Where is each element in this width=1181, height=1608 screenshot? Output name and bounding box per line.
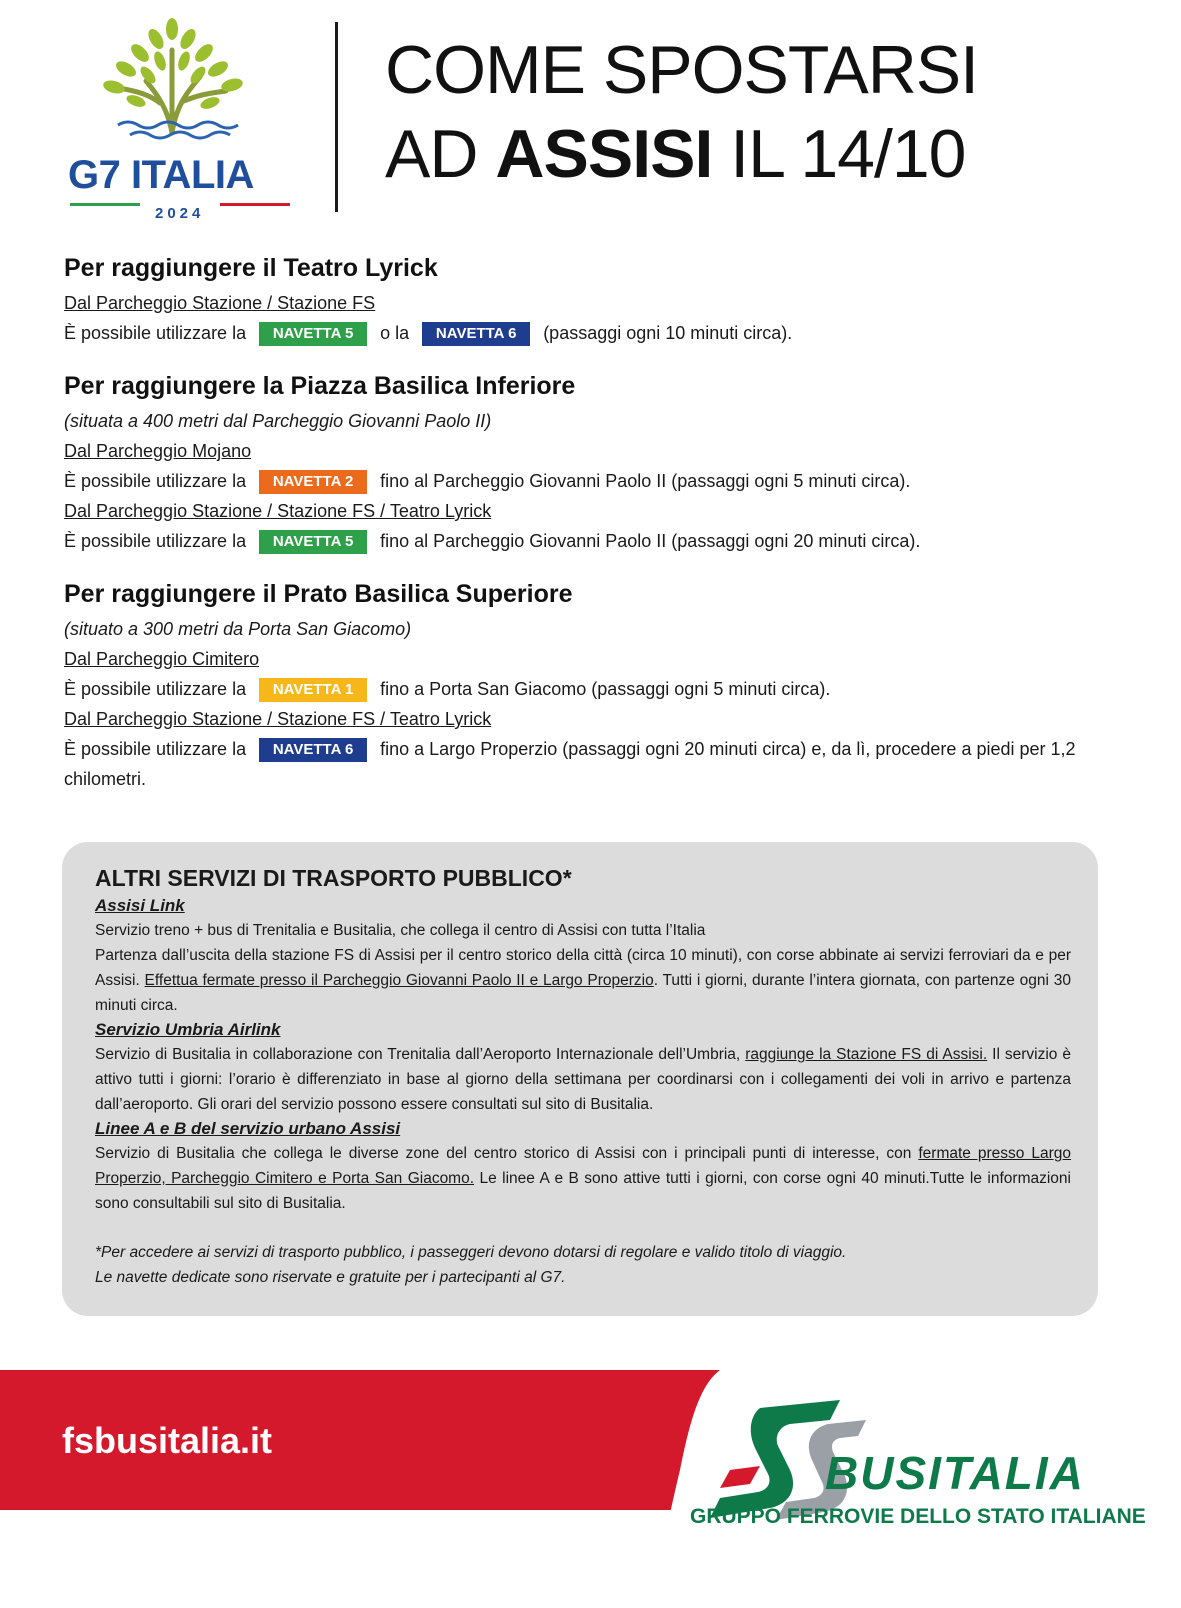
route-prefix: È possibile utilizzare la [64,531,247,551]
public-transport-content [95,862,1071,1290]
route-prefix: È possibile utilizzare la [64,471,247,491]
route-line [64,674,1124,704]
section-title: Per raggiungere la Piazza Basilica Inferiore [64,372,576,400]
text-run: Le linee A e B sono attive tutti i giorni, con corse ogni 40 minuti.Tutte le informazioni sono consultabili sul sito di Busitalia. [95,1170,1071,1212]
route-suffix: fino al Parcheggio Giovanni Paolo II (passaggi ogni 20 minuti circa). [380,531,921,551]
assisi-link-intro: Servizio treno + bus di Trenitalia e Busitalia, che collega il centro di Assisi con tutta l’Italia [95,922,706,939]
text-run: . Tutti i giorni, durante l’intera giornata, con partenze ogni 30 minuti circa. [95,972,1071,1014]
section-title: Per raggiungere il Prato Basilica Superiore [64,580,573,608]
header-divider [335,22,338,212]
route-line [64,318,1124,348]
title-assisi: ASSISI [495,116,713,192]
navetta-5-badge: NAVETTA 5 [259,530,367,554]
g7-italia-logo [60,15,300,222]
busitalia-brand: BUSITALIA [825,1447,1085,1499]
urbano-heading: Linee A e B del servizio urbano Assisi [95,1119,401,1138]
box-title: ALTRI SERVIZI DI TRASPORTO PUBBLICO* [95,865,572,891]
section-note: (situata a 400 metri dal Parcheggio Giovanni Paolo II) [64,411,492,431]
route-line [64,526,1124,556]
text-run: Servizio di Busitalia che collega le diverse zone del centro storico di Assisi con i principali punti di interesse, con [95,1145,919,1162]
footnote-line-1: *Per accedere ai servizi di trasporto pubblico, i passeggeri devono dotarsi di regolare e valido titolo di viaggio. [95,1244,847,1261]
origin-label: Dal Parcheggio Stazione / Stazione FS [64,293,376,313]
route-prefix: È possibile utilizzare la [64,679,247,699]
busitalia-subtitle: GRUPPO FERROVIE DELLO STATO ITALIANE [690,1505,1146,1528]
airlink-heading: Servizio Umbria Airlink [95,1020,281,1039]
route-line [64,734,1124,794]
navetta-5-badge: NAVETTA 5 [259,322,367,346]
public-transport-box [62,842,1098,1316]
route-suffix: fino al Parcheggio Giovanni Paolo II (passaggi ogni 5 minuti circa). [380,471,911,491]
route-sections [64,252,1124,816]
stops-underlined: raggiunge la Stazione FS di Assisi. [745,1046,988,1063]
route-suffix: (passaggi ogni 10 minuti circa). [543,323,793,343]
origin-label: Dal Parcheggio Stazione / Stazione FS / Teatro Lyrick [64,709,492,729]
footer-url: fsbusitalia.it [62,1420,273,1461]
stops-underlined: fermate presso Largo Properzio, Parcheggio Cimitero e Porta San Giacomo. [95,1145,1071,1187]
airlink-details [95,1042,1071,1117]
text-run: Il servizio è attivo tutti i giorni: l’orario è differenziato in base al giorno della settimana per coordinarsi con i collegamenti dei voli in arrivo e partenza dall’aeroporto. Gli orari del servizio possono essere consultati sul sito di Busitalia. [95,1046,1071,1113]
section-basilica-superiore [64,578,1124,794]
route-suffix: fino a Porta San Giacomo (passaggi ogni 5 minuti circa). [380,679,831,699]
navetta-1-badge: NAVETTA 1 [259,678,367,702]
urbano-details [95,1141,1071,1216]
route-mid: o la [380,323,410,343]
navetta-6-badge: NAVETTA 6 [422,322,530,346]
title-line-1: COME SPOSTARSI [385,32,979,108]
origin-label: Dal Parcheggio Mojano [64,441,252,461]
assisi-link-details [95,943,1071,1018]
origin-label: Dal Parcheggio Stazione / Stazione FS / Teatro Lyrick [64,501,492,521]
route-prefix: È possibile utilizzare la [64,739,247,759]
section-title: Per raggiungere il Teatro Lyrick [64,254,438,282]
footnote-line-2: Le navette dedicate sono riservate e gratuite per i partecipanti al G7. [95,1269,566,1286]
origin-label: Dal Parcheggio Cimitero [64,649,260,669]
title-date: IL 14/10 [730,116,966,192]
footnote [95,1240,1071,1290]
stops-underlined: Effettua fermate presso il Parcheggio Giovanni Paolo II e Largo Properzio [144,972,654,989]
title-ad: AD [385,116,478,192]
text-run: Servizio di Busitalia in collaborazione con Trenitalia dall’Aeroporto Internazionale dell’Umbria, [95,1046,746,1063]
section-note: (situato a 300 metri da Porta San Giacomo) [64,619,412,639]
g7-logo-text: G7 ITALIA [68,153,254,197]
route-suffix: fino a Largo Properzio (passaggi ogni 20 minuti circa) e, da lì, procedere a piedi per 1,2 chilometri. [64,739,1076,789]
title-line-2 [385,112,978,196]
page-title [385,28,978,196]
route-line [64,466,1124,496]
navetta-2-badge: NAVETTA 2 [259,470,367,494]
g7-logo-year: 2024 [155,205,205,222]
route-prefix: È possibile utilizzare la [64,323,247,343]
section-basilica-inferiore [64,370,1124,556]
navetta-6-badge: NAVETTA 6 [259,738,367,762]
assisi-link-heading: Assisi Link [95,896,185,915]
text-run: Partenza dall’uscita della stazione FS di Assisi per il centro storico della città (circa 10 minuti), con corse abbinate ai servizi ferroviari da e per Assisi. [95,947,1071,989]
section-teatro-lyrick [64,252,1124,348]
